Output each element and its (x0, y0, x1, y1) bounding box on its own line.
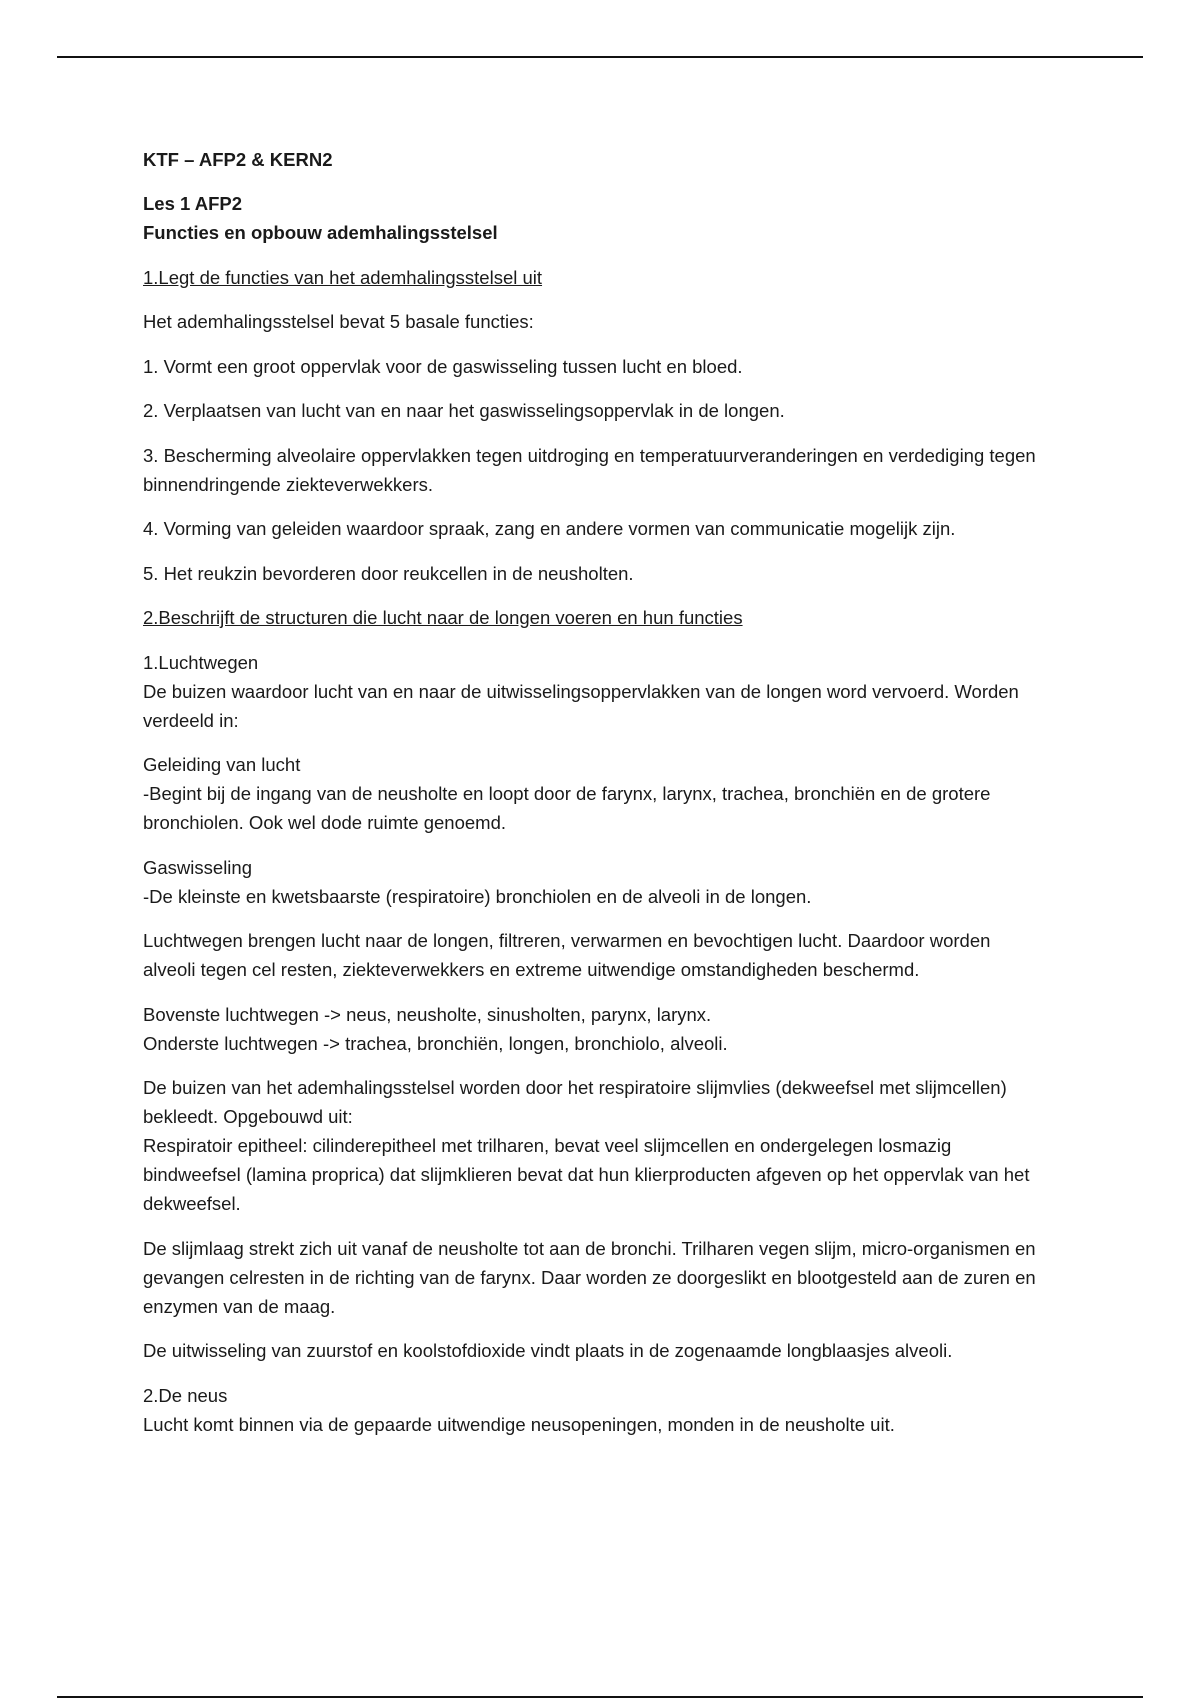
top-page-rule (57, 56, 1143, 58)
neus-text: Lucht komt binnen via de gepaarde uitwendige neusopeningen, monden in de neusholte uit. (143, 1413, 895, 1435)
slijmvlies-section (143, 1073, 1043, 1218)
lesson-subtitle: Functies en opbouw ademhalingsstelsel (143, 222, 498, 243)
onderste-luchtwegen: Onderste luchtwegen -> trachea, bronchiën, longen, bronchiolo, alveoli. (143, 1032, 728, 1054)
epitheel-text: Respiratoir epitheel: cilinderepitheel met trilharen, bevat veel slijmcellen en ondergelegen losmazig bindweefsel (lamina proprica) dat slijmklieren bevat dat hun klierproducten afgeven op het oppervlak van het dekweefsel. (143, 1135, 1030, 1214)
neus-heading: 2.De neus (143, 1384, 228, 1406)
uitwisseling-paragraph: De uitwisseling van zuurstof en koolstofdioxide vindt plaats in de zogenaamde longblaasjes alveoli. (143, 1340, 953, 1361)
question-1-heading: 1.Legt de functies van het ademhalingsstelsel uit (143, 266, 543, 288)
gaswisseling-section (143, 853, 1043, 911)
document-body (143, 145, 1043, 1454)
function-item-1: 1. Vormt een groot oppervlak voor de gaswisseling tussen lucht en bloed. (143, 355, 743, 377)
slijmlaag-paragraph: De slijmlaag strekt zich uit vanaf de neusholte tot aan de bronchi. Trilharen vegen slijm, micro-organismen en gevangen celresten in de richting van de farynx. Daar worden ze doorgeslikt en blootgesteld aan de zuren en enzymen van de maag. (143, 1237, 1036, 1317)
geleiding-heading: Geleiding van lucht (143, 754, 301, 775)
function-item-4: 4. Vorming van geleiden waardoor spraak, zang en andere vormen van communicatie mogelijk zijn. (143, 518, 956, 539)
function-item-3: 3. Bescherming alveolaire oppervlakken tegen uitdroging en temperatuurveranderingen en verdediging tegen binnendringende ziekteverwekkers. (143, 444, 1036, 495)
neus-section (143, 1381, 1043, 1439)
question-2-heading: 2.Beschrijft de structuren die lucht naar de longen voeren en hun functies (143, 607, 743, 628)
function-item-5: 5. Het reukzin bevorderen door reukcellen in de neusholten. (143, 562, 634, 584)
luchtwegen-indeling (143, 1000, 1043, 1058)
functions-intro: Het ademhalingsstelsel bevat 5 basale functies: (143, 311, 534, 332)
bottom-page-rule (57, 1696, 1143, 1698)
geleiding-text: -Begint bij de ingang van de neusholte en loopt door de farynx, larynx, trachea, bronchiën en de grotere bronchiolen. Ook wel dode ruimte genoemd. (143, 783, 991, 833)
luchtwegen-functie-paragraph: Luchtwegen brengen lucht naar de longen, filtreren, verwarmen en bevochtigen lucht. Daardoor worden alveoli tegen cel resten, ziekteverwekkers en extreme uitwendige omstandigheden beschermd. (143, 930, 991, 980)
luchtwegen-text: De buizen waardoor lucht van en naar de uitwisselingsoppervlakken van de longen word vervoerd. Worden verdeeld in: (143, 680, 1019, 731)
slijmvlies-intro: De buizen van het ademhalingsstelsel worden door het respiratoire slijmvlies (dekweefsel met slijmcellen) bekleedt. Opgebouwd uit: (143, 1077, 1007, 1127)
document-title: KTF – AFP2 & KERN2 (143, 149, 333, 170)
luchtwegen-section (143, 648, 1043, 735)
lesson-header (143, 189, 1043, 247)
geleiding-section (143, 750, 1043, 837)
function-item-2: 2. Verplaatsen van lucht van en naar het gaswisselingsoppervlak in de longen. (143, 400, 785, 421)
bovenste-luchtwegen: Bovenste luchtwegen -> neus, neusholte, sinusholten, parynx, larynx. (143, 1003, 712, 1025)
gaswisseling-text: -De kleinste en kwetsbaarste (respiratoire) bronchiolen en de alveoli in de longen. (143, 885, 812, 907)
luchtwegen-heading: 1.Luchtwegen (143, 651, 259, 673)
gaswisseling-heading: Gaswisseling (143, 856, 252, 878)
lesson-title: Les 1 AFP2 (143, 193, 243, 214)
